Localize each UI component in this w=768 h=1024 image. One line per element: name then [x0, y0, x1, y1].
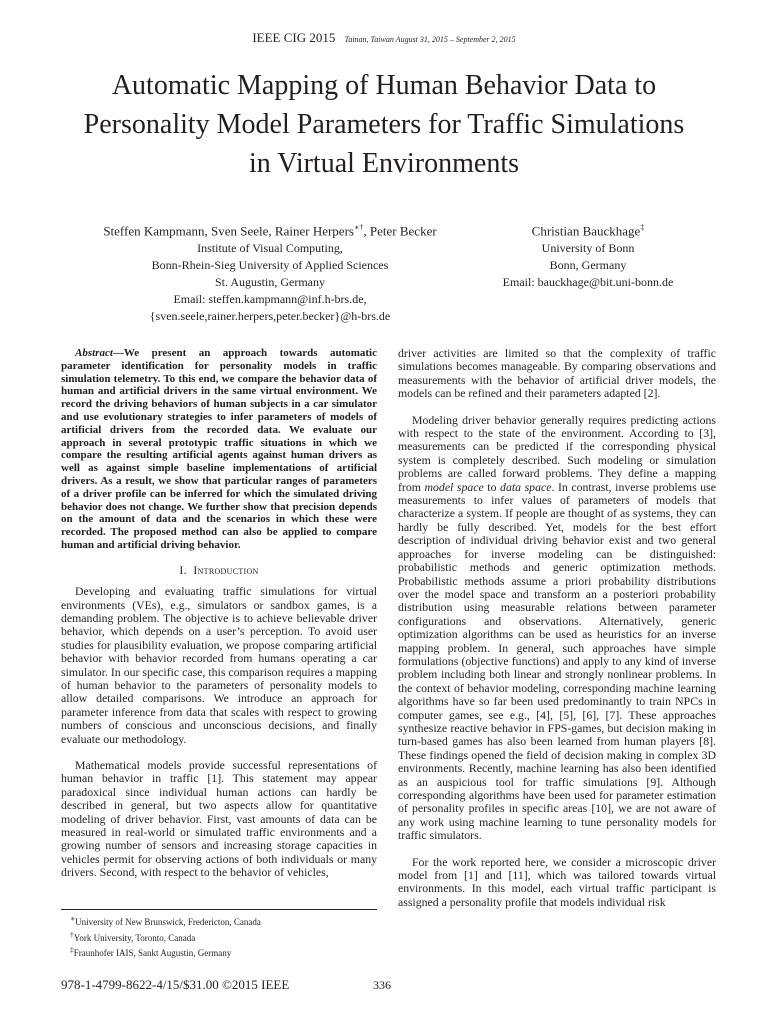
affiliation-line: St. Augustin, Germany — [215, 275, 325, 290]
affiliation-line: Institute of Visual Computing, — [197, 241, 343, 256]
left-column — [61, 347, 377, 880]
affiliation-line: Bonn-Rhein-Sieg University of Applied Sciences — [151, 258, 389, 273]
author-block-left — [70, 219, 470, 325]
paper-title — [30, 66, 738, 183]
affiliation-line: Bonn, Germany — [549, 258, 627, 273]
author-name-right: Christian Bauckhage‡ — [531, 223, 645, 239]
right-column — [398, 347, 716, 909]
author-email: Email: steffen.kampmann@inf.h-brs.de, — [173, 292, 367, 307]
footnote: ‡Fraunhofer IAIS, Sankt Augustin, Germany — [70, 945, 232, 958]
abstract — [61, 347, 377, 552]
footnote-divider — [61, 909, 377, 910]
title-line-2: Personality Model Parameters for Traffic Simulations — [83, 109, 685, 140]
conference-name: IEEE CIG 2015 — [252, 30, 336, 45]
body-paragraph-1: driver activities are limited so that the complexity of traffic simulations becomes manageable. By comparing observations and measurements with the behavior of artificial driver models, the models can be refined and their parameters adapted [2]. — [398, 346, 716, 401]
footnote: ∗University of New Brunswick, Fredericton, Canada — [70, 914, 261, 927]
abstract-text: —We present an approach towards automatic parameter identification for personality models in traffic simulation telemetry. To this end, we compare the behavior data of human and artificial drivers in the same virtual environment. We record the driving behaviors of human subjects in a car simulator and use evolutionary strategies to infer parameters of models of artificial drivers from the recorded data. We evaluate our approach in several prototypic traffic situations in which we compare the resulting artificial agents against human drivers as well as against simple baseline implementations of artificial drivers. As a result, we show that particular ranges of parameters of a driver profile can be inferred for which the simulated driving behavior does not change. We further show that precision depends on the amount of data and the scenarios in which these were recorded. The proposed method can also be applied to compare human and artificial driving behavior. — [61, 347, 377, 551]
section-heading: I. Introduction — [179, 562, 259, 577]
isbn-copyright: 978-1-4799-8622-4/15/$31.00 ©2015 IEEE — [61, 977, 290, 992]
footnotes — [61, 913, 377, 960]
page-number: 336 — [373, 978, 391, 992]
affiliation-line: University of Bonn — [541, 241, 635, 256]
body-paragraph-3: For the work reported here, we consider a microscopic driver model from [1] and [11], which was tailored towards virtual environments. In this model, each virtual traffic participant is assigned a personality profile that models individual risk — [398, 854, 716, 909]
author-block-right — [488, 219, 688, 291]
title-line-3: in Virtual Environments — [249, 148, 519, 179]
body-paragraph-2: Modeling driver behavior generally requires predicting actions with respect to the state of the environment. According to [3], measurements can be predicted if the corresponding physical system is completely described. Such modeling or simulation problems are called forward problems. They define a mapping from model space to data space. In contrast, inverse problems use measurements to infer values of parameters of models that characterize a system. If people are thought of as systems, they can hardly be fully described. Yet, models for the best effort description of individual driving behavior exist and two general approaches for inverse modeling can be distinguished: probabilistic methods and generic optimization methods. Probabilistic methods assume a priori probability distributions over the model space and transform an a posteriori probability distribution using measurable relations between parameter configurations and observations. Alternatively, generic optimization algorithms can be used as heuristics for an inverse mapping problem. In general, such approaches have simple formulations (objective functions) and apply to any kind of inverse problem including both linear and strongly nonlinear problems. In the context of behavior modeling, corresponding machine learning algorithms have so far been used predominantly to train NPCs in computer games, see e.g., [4], [5], [6], [7]. These approaches synthesize reactive behavior in FPS-games, but decision making in turn-based games has also been learned from human players [8]. These findings opened the field of decision making in complex 3D environments. Recently, machine learning has also been identified as an auspicious tool for traffic simulations [9]. Although corresponding algorithms have been used for parameter estimation of personality profiles in specific areas [10], we are not aware of any work using machine learning to tune personality models for traffic simulators. — [398, 412, 716, 843]
conference-location-dates: Tainan, Taiwan August 31, 2015 – September 2, 2015 — [344, 35, 516, 44]
conference-header — [0, 30, 768, 46]
abstract-lead: Abstract — [75, 347, 113, 359]
author-names-left: Steffen Kampmann, Sven Seele, Rainer Herpers∗†, Peter Becker — [103, 223, 437, 239]
title-line-1: Automatic Mapping of Human Behavior Data to — [111, 70, 657, 101]
author-email: {sven.seele,rainer.herpers,peter.becker}@h-brs.de — [149, 309, 391, 324]
intro-paragraph-2: Mathematical models provide successful representations of human behavior in traffic [1]. This statement may appear paradoxical since individual human actions can hardly be described in general, but two aspects allow for quantitative modeling of driver behavior. First, vast amounts of data can be measured in real-world or simulated traffic environments and a growing number of sensors and increasing storage capacities in vehicles permit for observing actions of both individuals or many drivers. Second, with respect to the behavior of vehicles, — [61, 758, 377, 880]
intro-paragraph-1: Developing and evaluating traffic simulations for virtual environments (VEs), e.g., simulators or sandbox games, is a demanding problem. The objective is to achieve believable driver behavior, which depends on a user’s perception. To avoid user studies for plausibility evaluation, we propose comparing artificial behavior with behavior recorded from humans operating a car simulator. In our specific case, this comparison requires a mapping of human behavior to the parameters of personality models to allow detailed comparisons. We introduce an approach for parameter inference from data that scales with respect to growing numbers of conscious and unconscious decisions, and finally evaluate our methodology. — [61, 584, 377, 746]
footnote: †York University, Toronto, Canada — [70, 929, 196, 943]
author-email: Email: bauckhage@bit.uni-bonn.de — [502, 275, 674, 290]
